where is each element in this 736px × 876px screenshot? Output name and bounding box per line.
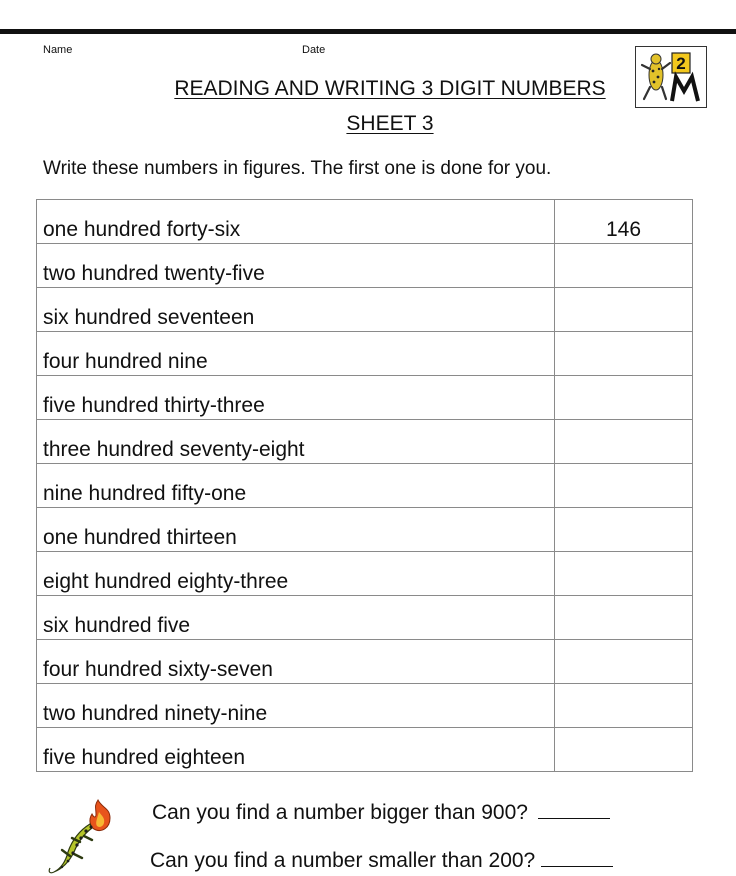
table-row (37, 332, 693, 376)
number-words: three hundred seventy-eight (37, 420, 555, 464)
answer-cell[interactable] (555, 332, 693, 376)
answer-cell[interactable] (555, 640, 693, 684)
answer-cell[interactable]: 146 (555, 200, 693, 244)
answer-cell[interactable] (555, 728, 693, 772)
answer-cell[interactable] (555, 464, 693, 508)
number-words: six hundred five (37, 596, 555, 640)
question-text: Can you find a number smaller than 200? (150, 849, 536, 872)
table-row (37, 596, 693, 640)
date-label: Date (302, 44, 326, 56)
table-row (37, 464, 693, 508)
number-words: one hundred thirteen (37, 508, 555, 552)
name-label: Name (43, 44, 73, 56)
answer-cell[interactable] (555, 552, 693, 596)
answer-cell[interactable] (555, 244, 693, 288)
answer-cell[interactable] (555, 420, 693, 464)
answer-blank[interactable] (538, 800, 610, 819)
number-words: two hundred ninety-nine (37, 684, 555, 728)
table-row (37, 200, 693, 244)
answer-blank[interactable] (541, 848, 613, 867)
answer-cell[interactable] (555, 508, 693, 552)
table-row (37, 244, 693, 288)
answer-cell[interactable] (555, 684, 693, 728)
worksheet-subtitle: SHEET 3 (346, 112, 434, 135)
number-words: two hundred twenty-five (37, 244, 555, 288)
number-words: one hundred forty-six (37, 200, 555, 244)
table-row (37, 508, 693, 552)
number-words: eight hundred eighty-three (37, 552, 555, 596)
top-rule (0, 29, 736, 34)
table-row (37, 288, 693, 332)
salamander-icon (44, 798, 120, 876)
answer-cell[interactable] (555, 288, 693, 332)
instructions: Write these numbers in figures. The first one is done for you. (43, 158, 552, 179)
table-row (37, 552, 693, 596)
number-words: five hundred thirty-three (37, 376, 555, 420)
number-words: six hundred seventeen (37, 288, 555, 332)
table-row (37, 376, 693, 420)
worksheet-title: READING AND WRITING 3 DIGIT NUMBERS (174, 77, 606, 100)
question-smaller-than-200 (150, 848, 613, 873)
number-words: five hundred eighteen (37, 728, 555, 772)
number-words: four hundred sixty-seven (37, 640, 555, 684)
question-text: Can you find a number bigger than 900? (152, 801, 528, 824)
question-bigger-than-900 (152, 800, 610, 825)
number-words: nine hundred fifty-one (37, 464, 555, 508)
number-words: four hundred nine (37, 332, 555, 376)
answer-cell[interactable] (555, 596, 693, 640)
table-row (37, 728, 693, 772)
numbers-table (36, 199, 693, 772)
answer-cell[interactable] (555, 376, 693, 420)
table-row (37, 684, 693, 728)
logo-number: 2 (676, 54, 686, 73)
table-row (37, 640, 693, 684)
table-row (37, 420, 693, 464)
